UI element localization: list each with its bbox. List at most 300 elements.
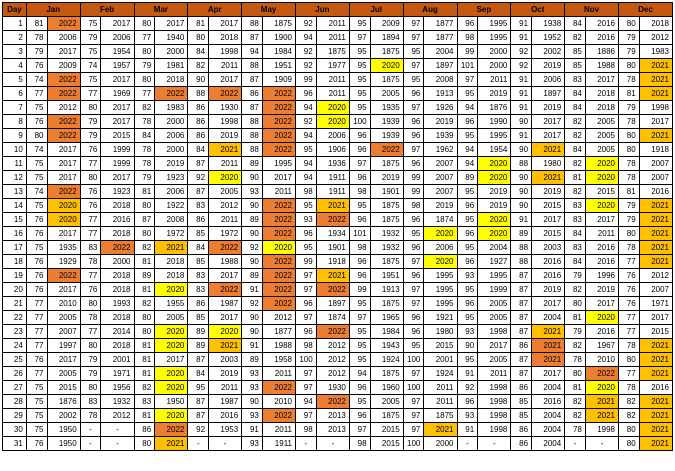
temp-cell: 85 — [188, 311, 209, 325]
year-cell: 2017 — [101, 17, 134, 31]
year-cell: 2015 — [370, 423, 403, 437]
year-cell: 2000 — [155, 115, 188, 129]
year-cell: 2022 — [262, 255, 295, 269]
year-cell: 2017 — [585, 297, 618, 311]
year-cell: 2005 — [47, 367, 80, 381]
temp-cell: 74 — [26, 143, 47, 157]
year-cell: 2021 — [585, 409, 618, 423]
year-cell: 2021 — [639, 87, 672, 101]
day-cell: 29 — [3, 409, 27, 423]
year-cell: 1936 — [316, 157, 349, 171]
year-cell: 2020 — [155, 283, 188, 297]
year-cell: 2021 — [532, 171, 565, 185]
year-cell: 1932 — [370, 241, 403, 255]
temp-cell: 84 — [565, 227, 586, 241]
temp-cell: 78 — [565, 353, 586, 367]
year-cell: 1877 — [424, 17, 457, 31]
temp-cell: 79 — [619, 31, 640, 45]
year-cell: 2002 — [532, 45, 565, 59]
table-row — [3, 115, 673, 129]
temp-cell: 96 — [403, 157, 424, 171]
year-cell: 2004 — [532, 381, 565, 395]
year-cell: 1950 — [47, 423, 80, 437]
year-cell: 2015 — [370, 437, 403, 451]
temp-cell: 83 — [565, 199, 586, 213]
year-cell: 2007 — [639, 171, 672, 185]
temp-cell: 77 — [619, 255, 640, 269]
temp-cell: 87 — [188, 353, 209, 367]
temp-cell: 83 — [188, 269, 209, 283]
year-cell: 2012 — [101, 409, 134, 423]
temp-cell: 95 — [457, 87, 478, 101]
year-cell: 2018 — [209, 31, 242, 45]
year-cell: 2021 — [639, 227, 672, 241]
table-row — [3, 339, 673, 353]
year-cell: 1897 — [316, 297, 349, 311]
year-cell: 1940 — [155, 31, 188, 45]
year-cell: 2007 — [424, 171, 457, 185]
temp-cell: 89 — [242, 157, 263, 171]
temp-cell: 79 — [134, 59, 155, 73]
temp-cell: 83 — [565, 73, 586, 87]
temp-cell: 80 — [134, 45, 155, 59]
temp-cell: 79 — [80, 353, 101, 367]
year-cell: 1875 — [262, 17, 295, 31]
temp-cell: - — [80, 423, 101, 437]
year-cell: 2005 — [370, 395, 403, 409]
year-cell: 1987 — [209, 395, 242, 409]
year-cell: 2000 — [101, 255, 134, 269]
temp-cell: 82 — [134, 297, 155, 311]
year-cell: 2011 — [262, 185, 295, 199]
temp-cell: 93 — [242, 437, 263, 451]
temp-cell: 86 — [188, 115, 209, 129]
year-cell: 2012 — [639, 269, 672, 283]
year-cell: 1900 — [262, 31, 295, 45]
day-cell: 31 — [3, 437, 27, 451]
temp-cell: 96 — [349, 143, 370, 157]
table-row — [3, 129, 673, 143]
year-cell: 2018 — [101, 311, 134, 325]
temp-cell: 91 — [511, 87, 532, 101]
temp-cell: 78 — [619, 241, 640, 255]
temp-cell: 95 — [349, 297, 370, 311]
day-cell: 27 — [3, 381, 27, 395]
temp-cell: 88 — [242, 115, 263, 129]
temp-cell: 99 — [296, 255, 317, 269]
table-row — [3, 297, 673, 311]
temp-cell: 76 — [80, 143, 101, 157]
temp-cell: 95 — [296, 199, 317, 213]
temp-cell: 84 — [565, 255, 586, 269]
temp-cell: 101 — [349, 227, 370, 241]
temp-cell: 80 — [565, 367, 586, 381]
temp-cell: 75 — [80, 45, 101, 59]
table-row — [3, 311, 673, 325]
temp-cell: 80 — [619, 143, 640, 157]
year-cell: 2011 — [478, 367, 511, 381]
temp-cell: 77 — [80, 157, 101, 171]
temp-cell: 95 — [296, 241, 317, 255]
year-cell: 2015 — [639, 325, 672, 339]
temp-cell: 78 — [619, 157, 640, 171]
temp-cell: 95 — [403, 73, 424, 87]
temp-cell: 78 — [80, 255, 101, 269]
year-cell: 2015 — [101, 129, 134, 143]
day-cell: 28 — [3, 395, 27, 409]
year-cell: 1980 — [424, 325, 457, 339]
year-cell: 2005 — [478, 311, 511, 325]
year-cell: 2017 — [47, 171, 80, 185]
table-row — [3, 45, 673, 59]
year-cell: 2002 — [47, 409, 80, 423]
temp-cell: 76 — [26, 353, 47, 367]
year-cell: 2017 — [155, 353, 188, 367]
year-cell: 2019 — [478, 185, 511, 199]
temp-cell: 94 — [296, 395, 317, 409]
temp-cell: 91 — [511, 101, 532, 115]
temp-cell: 81 — [619, 87, 640, 101]
table-row — [3, 213, 673, 227]
year-cell: 2022 — [262, 101, 295, 115]
temp-cell: 82 — [565, 129, 586, 143]
day-cell: 16 — [3, 227, 27, 241]
temp-cell: 96 — [349, 269, 370, 283]
year-cell: 2022 — [209, 283, 242, 297]
day-cell: 21 — [3, 297, 27, 311]
table-row — [3, 381, 673, 395]
temp-cell: 86 — [188, 101, 209, 115]
year-cell: 2013 — [316, 423, 349, 437]
temp-cell: - — [296, 437, 317, 451]
year-cell: 2007 — [639, 157, 672, 171]
header-month-jan: Jan — [26, 3, 80, 17]
year-cell: 2022 — [262, 409, 295, 423]
temp-cell: 77 — [80, 269, 101, 283]
year-cell: 2020 — [209, 325, 242, 339]
temp-cell: 80 — [80, 297, 101, 311]
year-cell: 2021 — [639, 437, 672, 451]
temp-cell: 75 — [26, 171, 47, 185]
year-cell: 2006 — [316, 129, 349, 143]
year-cell: 2016 — [532, 395, 565, 409]
temp-cell: 87 — [188, 395, 209, 409]
temp-cell: 80 — [80, 339, 101, 353]
day-cell: 26 — [3, 367, 27, 381]
year-cell: 2020 — [585, 171, 618, 185]
day-cell: 17 — [3, 241, 27, 255]
year-cell: 2018 — [155, 269, 188, 283]
day-cell: 24 — [3, 339, 27, 353]
year-cell: 1997 — [47, 339, 80, 353]
year-cell: 2018 — [155, 255, 188, 269]
temp-cell: 74 — [26, 73, 47, 87]
year-cell: 2020 — [585, 311, 618, 325]
day-cell: 23 — [3, 325, 27, 339]
year-cell: 2004 — [532, 423, 565, 437]
year-cell: 2006 — [47, 31, 80, 45]
temp-cell: 90 — [242, 171, 263, 185]
year-cell: 2022 — [262, 213, 295, 227]
year-cell: 2020 — [47, 199, 80, 213]
temp-cell: 84 — [134, 129, 155, 143]
year-cell: 2018 — [585, 101, 618, 115]
temp-cell: 99 — [403, 171, 424, 185]
temp-cell: 96 — [457, 297, 478, 311]
year-cell: 1934 — [316, 227, 349, 241]
temp-cell: 94 — [296, 171, 317, 185]
temp-cell: 85 — [511, 409, 532, 423]
year-cell: 2007 — [639, 283, 672, 297]
year-cell: 1935 — [47, 241, 80, 255]
temp-cell: 98 — [296, 339, 317, 353]
year-cell: 1998 — [639, 101, 672, 115]
year-cell: 1939 — [370, 115, 403, 129]
temp-cell: 79 — [80, 31, 101, 45]
temp-cell: 96 — [349, 129, 370, 143]
year-cell: 2022 — [585, 367, 618, 381]
temp-cell: 96 — [403, 311, 424, 325]
year-cell: 2015 — [532, 199, 565, 213]
year-cell: 1996 — [585, 269, 618, 283]
day-cell: 3 — [3, 45, 27, 59]
temp-cell: 87 — [511, 325, 532, 339]
temp-cell: 85 — [511, 395, 532, 409]
temp-cell: 91 — [511, 129, 532, 143]
year-cell: 1998 — [478, 395, 511, 409]
header-month-mar: Mar — [134, 3, 188, 17]
temp-cell: 80 — [80, 381, 101, 395]
temp-cell: 92 — [296, 17, 317, 31]
year-cell: - — [316, 437, 349, 451]
temp-cell: 94 — [457, 101, 478, 115]
year-cell: 2007 — [424, 157, 457, 171]
year-cell: 2017 — [47, 143, 80, 157]
year-cell: 1909 — [262, 73, 295, 87]
year-cell: 1995 — [478, 17, 511, 31]
year-cell: 2013 — [316, 409, 349, 423]
temp-cell: 90 — [511, 171, 532, 185]
day-cell: 1 — [3, 17, 27, 31]
year-cell: 2004 — [532, 437, 565, 451]
temp-cell: 88 — [242, 129, 263, 143]
record-temperature-table — [2, 2, 673, 451]
temp-cell: 94 — [296, 129, 317, 143]
temp-cell: 83 — [565, 213, 586, 227]
temp-cell: 81 — [565, 311, 586, 325]
year-cell: 2020 — [424, 255, 457, 269]
year-cell: 1913 — [370, 283, 403, 297]
temp-cell: 79 — [619, 213, 640, 227]
year-cell: 1924 — [424, 367, 457, 381]
year-cell: 2011 — [209, 59, 242, 73]
temp-cell: 77 — [80, 325, 101, 339]
year-cell: 1983 — [639, 45, 672, 59]
year-cell: 2021 — [639, 199, 672, 213]
year-cell: 1875 — [370, 157, 403, 171]
temp-cell: 79 — [134, 171, 155, 185]
temp-cell: 93 — [457, 325, 478, 339]
temp-cell: 75 — [26, 381, 47, 395]
year-cell: 2022 — [47, 115, 80, 129]
year-cell: 1918 — [316, 255, 349, 269]
table-row — [3, 367, 673, 381]
temp-cell: 81 — [619, 185, 640, 199]
year-cell: 2021 — [209, 143, 242, 157]
year-cell: 1967 — [585, 339, 618, 353]
year-cell: 2017 — [155, 17, 188, 31]
temp-cell: 96 — [349, 409, 370, 423]
temp-cell: 89 — [242, 213, 263, 227]
year-cell: 2017 — [47, 45, 80, 59]
temp-cell: 93 — [242, 185, 263, 199]
year-cell: 2011 — [424, 381, 457, 395]
year-cell: 2020 — [155, 367, 188, 381]
year-cell: 2008 — [155, 213, 188, 227]
temp-cell: 96 — [457, 199, 478, 213]
year-cell: 1998 — [209, 115, 242, 129]
year-cell: 1938 — [532, 17, 565, 31]
year-cell: 1998 — [209, 45, 242, 59]
year-cell: 2022 — [262, 269, 295, 283]
temp-cell: 96 — [349, 255, 370, 269]
temp-cell: 87 — [188, 157, 209, 171]
temp-cell: 82 — [565, 395, 586, 409]
year-cell: 2019 — [370, 171, 403, 185]
year-cell: 2021 — [532, 325, 565, 339]
temp-cell: 77 — [26, 339, 47, 353]
year-cell: 2008 — [424, 73, 457, 87]
year-cell: 2006 — [532, 73, 565, 87]
year-cell: 2011 — [316, 73, 349, 87]
year-cell: 1993 — [101, 297, 134, 311]
year-cell: 2022 — [262, 381, 295, 395]
temp-cell: 86 — [188, 213, 209, 227]
temp-cell: 96 — [349, 171, 370, 185]
year-cell: 2022 — [262, 297, 295, 311]
temp-cell: - — [565, 437, 586, 451]
year-cell: 2012 — [47, 101, 80, 115]
temp-cell: 100 — [349, 115, 370, 129]
temp-cell: 80 — [188, 31, 209, 45]
temp-cell: 95 — [457, 241, 478, 255]
year-cell: 2005 — [370, 87, 403, 101]
temp-cell: 97 — [296, 409, 317, 423]
year-cell: 2020 — [585, 199, 618, 213]
temp-cell: 76 — [26, 283, 47, 297]
year-cell: 1988 — [262, 339, 295, 353]
year-cell: 2016 — [639, 381, 672, 395]
temp-cell: 77 — [619, 367, 640, 381]
temp-cell: 98 — [457, 31, 478, 45]
year-cell: 2019 — [585, 283, 618, 297]
temp-cell: 88 — [511, 241, 532, 255]
year-cell: 2022 — [262, 87, 295, 101]
year-cell: 2017 — [532, 129, 565, 143]
year-cell: 2022 — [47, 73, 80, 87]
temp-cell: 78 — [80, 409, 101, 423]
year-cell: 2021 — [639, 409, 672, 423]
year-cell: 2019 — [424, 115, 457, 129]
year-cell: 2000 — [478, 45, 511, 59]
temp-cell: 82 — [188, 59, 209, 73]
temp-cell: 77 — [134, 31, 155, 45]
temp-cell: 89 — [188, 339, 209, 353]
year-cell: 2012 — [316, 339, 349, 353]
year-cell: 1894 — [370, 31, 403, 45]
temp-cell: 77 — [26, 87, 47, 101]
year-cell: 2018 — [639, 17, 672, 31]
temp-cell: 87 — [511, 367, 532, 381]
year-cell: 2004 — [532, 409, 565, 423]
year-cell: 2006 — [155, 185, 188, 199]
year-cell: 2020 — [155, 339, 188, 353]
temp-cell: 81 — [565, 171, 586, 185]
temp-cell: 92 — [242, 297, 263, 311]
temp-cell: 88 — [511, 157, 532, 171]
temp-cell: 80 — [619, 423, 640, 437]
temp-cell: 80 — [134, 311, 155, 325]
temp-cell: 76 — [26, 227, 47, 241]
table-body — [3, 17, 673, 451]
year-cell: - — [478, 437, 511, 451]
temp-cell: 78 — [134, 157, 155, 171]
temp-cell: 98 — [349, 437, 370, 451]
year-cell: 2004 — [424, 45, 457, 59]
temp-cell: 100 — [403, 437, 424, 451]
temp-cell: 91 — [242, 423, 263, 437]
year-cell: 2020 — [155, 409, 188, 423]
year-cell: 2020 — [155, 381, 188, 395]
year-cell: 2017 — [585, 73, 618, 87]
temp-cell: 91 — [511, 213, 532, 227]
year-cell: 2019 — [478, 87, 511, 101]
year-cell: 1983 — [155, 101, 188, 115]
year-cell: 2017 — [101, 171, 134, 185]
temp-cell: 78 — [619, 115, 640, 129]
temp-cell: 87 — [511, 353, 532, 367]
temp-cell: 95 — [457, 185, 478, 199]
temp-cell: 86 — [511, 437, 532, 451]
temp-cell: 99 — [403, 185, 424, 199]
temp-cell: 96 — [296, 87, 317, 101]
year-cell: 1995 — [262, 157, 295, 171]
temp-cell: 80 — [619, 437, 640, 451]
temp-cell: 92 — [511, 59, 532, 73]
year-cell: 2021 — [639, 241, 672, 255]
year-cell: 1874 — [424, 213, 457, 227]
temp-cell: 87 — [511, 297, 532, 311]
temp-cell: 77 — [80, 213, 101, 227]
temp-cell: 88 — [511, 255, 532, 269]
temp-cell: 101 — [457, 59, 478, 73]
year-cell: 1998 — [478, 325, 511, 339]
temp-cell: 81 — [134, 367, 155, 381]
year-cell: 2012 — [316, 353, 349, 367]
year-cell: 1955 — [155, 297, 188, 311]
temp-cell: 91 — [511, 73, 532, 87]
temp-cell: 90 — [511, 199, 532, 213]
table-row — [3, 437, 673, 451]
temp-cell: 97 — [403, 423, 424, 437]
year-cell: 2016 — [532, 269, 565, 283]
temp-cell: 89 — [242, 269, 263, 283]
temp-cell: 86 — [134, 423, 155, 437]
temp-cell: 96 — [403, 87, 424, 101]
temp-cell: 76 — [80, 199, 101, 213]
temp-cell: 96 — [457, 395, 478, 409]
year-cell: 2017 — [101, 115, 134, 129]
